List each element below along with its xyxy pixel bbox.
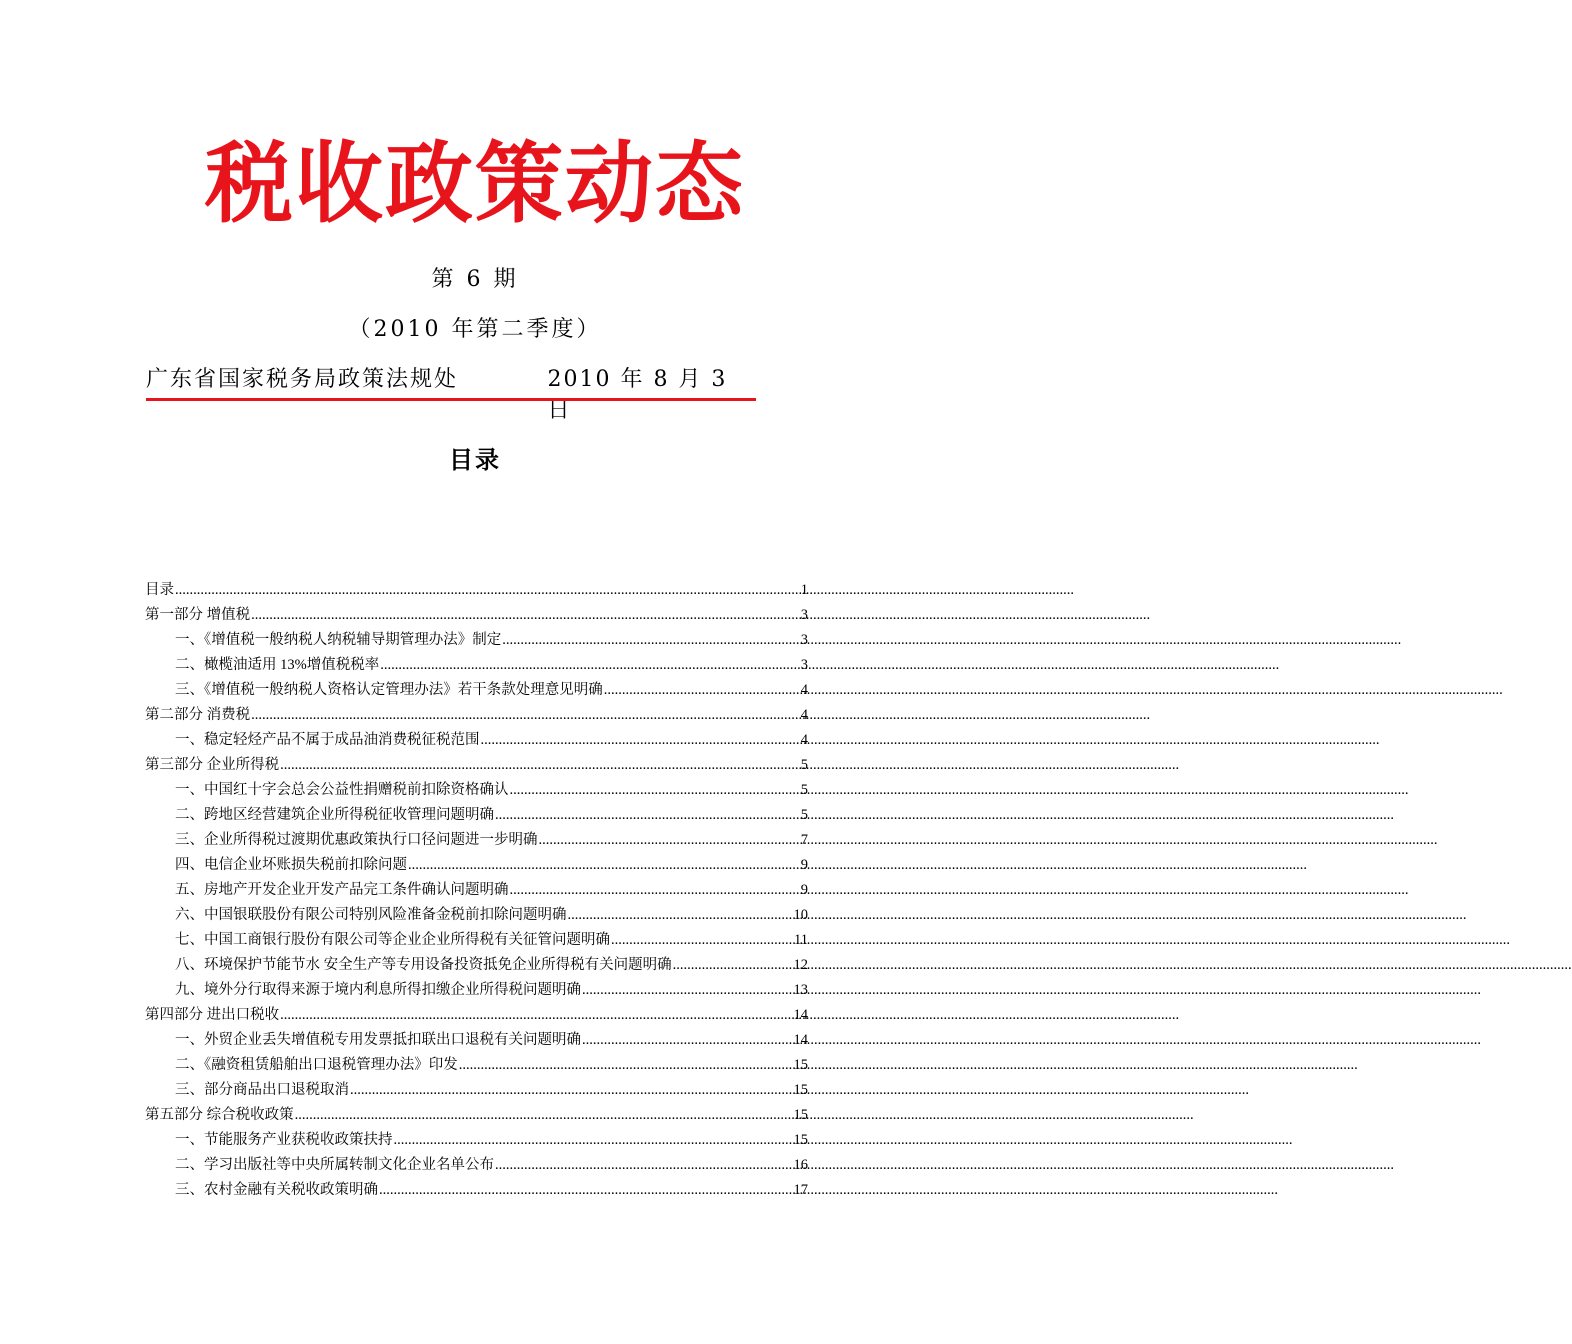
toc-entry[interactable] [145, 703, 808, 728]
toc-entry-page: 15 [793, 1082, 808, 1098]
toc-dot-leader [673, 953, 793, 978]
toc-entry-page: 3 [800, 632, 808, 648]
toc-dot-leader [350, 1078, 793, 1103]
issuer-line [146, 362, 756, 424]
toc-entry-title: 第一部分 增值税 [145, 607, 251, 623]
toc-entry[interactable] [145, 653, 808, 678]
toc-dot-leader [394, 1128, 793, 1153]
toc-entry[interactable] [145, 728, 808, 753]
toc-dot-leader [582, 1028, 793, 1053]
toc-entry-page: 5 [800, 807, 808, 823]
toc-dot-leader [295, 1103, 793, 1128]
toc-entry-title: 二、学习出版社等中央所属转制文化企业名单公布 [175, 1157, 494, 1173]
toc-entry[interactable] [145, 953, 808, 978]
toc-entry-title: 二、橄榄油适用 13%增值税税率 [175, 657, 380, 673]
toc-entry-page: 15 [793, 1057, 808, 1073]
toc-entry-page: 3 [800, 607, 808, 623]
toc-entry-page: 16 [793, 1157, 808, 1173]
toc-entry-page: 15 [793, 1132, 808, 1148]
toc-dot-leader [502, 628, 800, 653]
toc-entry-title: 九、境外分行取得来源于境内利息所得扣缴企业所得税问题明确 [175, 982, 581, 998]
toc-entry[interactable] [145, 1053, 808, 1078]
toc-dot-leader [510, 778, 800, 803]
toc-entry-title: 一、节能服务产业获税收政策扶持 [175, 1132, 393, 1148]
toc-entry-page: 12 [793, 957, 808, 973]
toc-dot-leader [379, 1178, 793, 1203]
masthead-divider [146, 398, 756, 401]
issue-date: 2010 年 8 月 3 日 [547, 367, 728, 423]
toc-entry-page: 14 [793, 1007, 808, 1023]
toc-entry-page: 15 [793, 1107, 808, 1123]
toc-entry-page: 7 [800, 832, 808, 848]
toc-entry[interactable] [145, 1028, 808, 1053]
toc-dot-leader [495, 803, 800, 828]
toc-entry[interactable] [145, 1178, 808, 1203]
toc-entry-title: 八、环境保护节能节水 安全生产等专用设备投资抵免企业所得税有关问题明确 [175, 957, 672, 973]
toc-entry[interactable] [145, 978, 808, 1003]
toc-entry-title: 三、农村金融有关税收政策明确 [175, 1182, 378, 1198]
toc-entry-title: 三、《增值税一般纳税人资格认定管理办法》若干条款处理意见明确 [175, 682, 603, 698]
toc-entry-page: 10 [793, 907, 808, 923]
toc-entry-page: 14 [793, 1032, 808, 1048]
toc-dot-leader [175, 578, 800, 603]
toc-entry-title: 三、企业所得税过渡期优惠政策执行口径问题进一步明确 [175, 832, 538, 848]
toc-entry-title: 六、中国银联股份有限公司特别风险准备金税前扣除问题明确 [175, 907, 567, 923]
toc-entry[interactable] [145, 778, 808, 803]
toc-dot-leader [408, 853, 800, 878]
toc-entry[interactable] [145, 603, 808, 628]
toc-entry[interactable] [145, 753, 808, 778]
toc-entry-page: 1 [800, 582, 808, 598]
toc-entry-title: 七、中国工商银行股份有限公司等企业企业所得税有关征管问题明确 [175, 932, 610, 948]
toc-entry-page: 4 [800, 682, 808, 698]
toc-entry-title: 二、跨地区经营建筑企业所得税征收管理问题明确 [175, 807, 494, 823]
toc-dot-leader [510, 878, 800, 903]
toc-entry[interactable] [145, 678, 808, 703]
toc-entry-title: 第三部分 企业所得税 [145, 757, 280, 773]
toc-entry-title: 第五部分 综合税收政策 [145, 1107, 294, 1123]
toc-entry-page: 3 [800, 657, 808, 673]
toc-dot-leader [539, 828, 800, 853]
toc-entry-page: 13 [793, 982, 808, 998]
issue-number: 第 6 期 [431, 267, 519, 292]
toc-heading: 目录 [449, 445, 501, 474]
toc-entry-page: 9 [800, 857, 808, 873]
issuer-org: 广东省国家税务局政策法规处 [146, 367, 459, 392]
table-of-contents [145, 578, 808, 1203]
toc-entry[interactable] [145, 828, 808, 853]
toc-entry[interactable] [145, 1128, 808, 1153]
toc-dot-leader [251, 703, 800, 728]
toc-entry-title: 五、房地产开发企业开发产品完工条件确认问题明确 [175, 882, 509, 898]
toc-entry-title: 目录 [145, 582, 174, 598]
toc-entry[interactable] [145, 1103, 808, 1128]
toc-entry-page: 17 [793, 1182, 808, 1198]
toc-dot-leader [280, 1003, 792, 1028]
toc-entry[interactable] [145, 1078, 808, 1103]
toc-entry[interactable] [145, 803, 808, 828]
toc-entry[interactable] [145, 1003, 808, 1028]
toc-entry-title: 一、外贸企业丢失增值税专用发票抵扣联出口退税有关问题明确 [175, 1032, 581, 1048]
toc-entry-page: 5 [800, 757, 808, 773]
toc-entry-page: 4 [800, 732, 808, 748]
toc-entry-title: 第四部分 进出口税收 [145, 1007, 280, 1023]
toc-entry-page: 4 [800, 707, 808, 723]
quarter-label: （2010 年第二季度） [348, 317, 602, 342]
toc-dot-leader [495, 1153, 793, 1178]
toc-dot-leader [611, 928, 793, 953]
toc-entry-title: 一、《增值税一般纳税人纳税辅导期管理办法》制定 [175, 632, 502, 648]
toc-dot-leader [604, 678, 800, 703]
toc-entry[interactable] [145, 1153, 808, 1178]
toc-entry-title: 第二部分 消费税 [145, 707, 251, 723]
masthead-title: 税收政策动态 [204, 131, 745, 235]
toc-dot-leader [568, 903, 793, 928]
toc-entry[interactable] [145, 853, 808, 878]
toc-dot-leader [481, 728, 800, 753]
toc-entry-title: 一、中国红十字会总会公益性捐赠税前扣除资格确认 [175, 782, 509, 798]
toc-entry-title: 三、部分商品出口退税取消 [175, 1082, 349, 1098]
toc-dot-leader [251, 603, 800, 628]
toc-dot-leader [380, 653, 800, 678]
toc-entry[interactable] [145, 578, 808, 603]
toc-entry-page: 11 [794, 932, 808, 948]
toc-entry[interactable] [145, 903, 808, 928]
toc-dot-leader [280, 753, 800, 778]
toc-entry-page: 9 [800, 882, 808, 898]
toc-entry-title: 二、《融资租赁船舶出口退税管理办法》印发 [175, 1057, 458, 1073]
toc-entry-title: 一、稳定轻烃产品不属于成品油消费税征税范围 [175, 732, 480, 748]
toc-dot-leader [459, 1053, 793, 1078]
toc-entry[interactable] [145, 928, 808, 953]
toc-dot-leader [582, 978, 793, 1003]
toc-entry-title: 四、电信企业坏账损失税前扣除问题 [175, 857, 407, 873]
toc-entry[interactable] [145, 628, 808, 653]
toc-entry-page: 5 [800, 782, 808, 798]
toc-entry[interactable] [145, 878, 808, 903]
